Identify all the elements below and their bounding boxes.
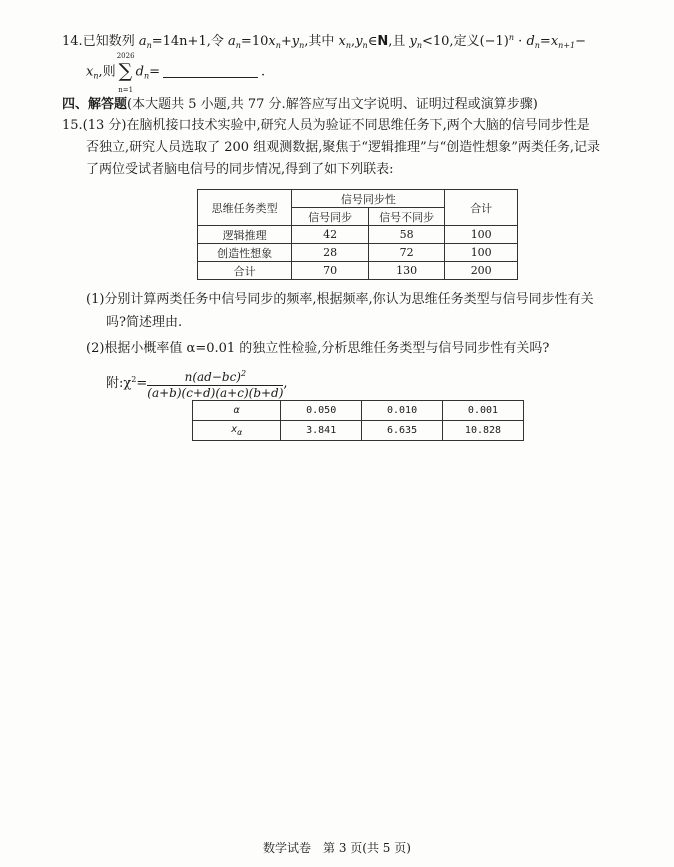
var-a: a bbox=[228, 34, 236, 49]
cell: 0.001 bbox=[442, 401, 523, 421]
sub-n1: n+1 bbox=[558, 41, 576, 50]
sub-n: n bbox=[93, 71, 99, 81]
table-row bbox=[198, 244, 518, 262]
chi-square-fraction bbox=[147, 366, 283, 401]
header-task: 思维任务类型 bbox=[198, 190, 292, 226]
q14-text: <10,定义(−1) bbox=[422, 34, 509, 49]
numerator-text: n(ad−bc) bbox=[184, 370, 241, 384]
equals: = bbox=[136, 376, 148, 391]
var-x: x bbox=[86, 64, 94, 80]
equals: = bbox=[149, 64, 161, 80]
sub-n: n bbox=[146, 41, 152, 50]
q14-text: ,则 bbox=[98, 64, 116, 80]
q15-line1: 15.(13 分)在脑机接口技术实验中,研究人员为验证不同思维任务下,两个大脑的信号同步性是 bbox=[62, 118, 590, 133]
subheader-nosync: 信号不同步 bbox=[368, 208, 445, 226]
comma: , bbox=[283, 376, 288, 391]
header-sync: 信号同步性 bbox=[292, 190, 445, 208]
q14-text: ,其中 bbox=[304, 34, 339, 49]
contingency-table bbox=[197, 189, 518, 280]
q15-part1-line2: 吗?简述理由. bbox=[106, 315, 183, 330]
cell: 200 bbox=[445, 262, 518, 280]
section-title: 四、解答题 bbox=[62, 97, 128, 112]
var-d: d bbox=[135, 64, 144, 80]
minus: − bbox=[575, 34, 587, 49]
element-of: ∈ bbox=[367, 34, 378, 49]
cell: 100 bbox=[445, 244, 518, 262]
q15-line3: 了两位受试者脑电信号的同步情况,得到了如下列联表: bbox=[86, 162, 394, 177]
q14-line1 bbox=[62, 28, 586, 56]
row-label: 合计 bbox=[198, 262, 292, 280]
cell: 130 bbox=[368, 262, 445, 280]
var-x: x bbox=[338, 34, 346, 49]
appendix-label: 附:χ bbox=[106, 376, 132, 391]
table-row bbox=[193, 421, 524, 441]
fraction-denominator: (a+b)(c+d)(a+c)(b+d) bbox=[147, 386, 284, 400]
sup-n: n bbox=[508, 33, 515, 42]
sub-n: n bbox=[235, 41, 241, 50]
fraction-numerator bbox=[147, 366, 283, 386]
cell: 6.635 bbox=[362, 421, 443, 441]
sub-n: n bbox=[299, 41, 305, 50]
var-x: x bbox=[550, 34, 559, 49]
q14-text: ,且 bbox=[388, 34, 410, 49]
sum-lower: n=1 bbox=[118, 86, 134, 94]
var-y: y bbox=[355, 34, 363, 49]
row-label: 创造性想象 bbox=[198, 244, 292, 262]
var-d: d bbox=[526, 34, 535, 49]
dot: · bbox=[514, 34, 527, 49]
var-a: a bbox=[138, 34, 147, 49]
cell: 72 bbox=[368, 244, 445, 262]
row-label: 逻辑推理 bbox=[198, 226, 292, 244]
sub-n: n bbox=[275, 41, 281, 50]
q15-part1-line1: (1)分别计算两类任务中信号同步的频率,根据频率,你认为思维任务类型与信号同步性有关 bbox=[86, 292, 594, 307]
cell: 0.050 bbox=[281, 401, 362, 421]
equals: = bbox=[539, 34, 551, 49]
q14-text: =14n+1,令 bbox=[151, 34, 228, 49]
sub-n: n bbox=[345, 41, 352, 50]
sum-upper: 2026 bbox=[116, 52, 135, 60]
sub-n: n bbox=[534, 41, 540, 50]
answer-blank bbox=[163, 63, 258, 78]
var-x: x bbox=[268, 34, 276, 49]
summation bbox=[116, 52, 136, 94]
q14-line2 bbox=[86, 52, 266, 94]
subheader-sync: 信号同步 bbox=[292, 208, 369, 226]
cell: 42 bbox=[292, 226, 369, 244]
set-N: N bbox=[377, 34, 389, 49]
x-sub: α bbox=[237, 428, 243, 437]
critical-value-table bbox=[192, 400, 524, 441]
cell: 3.841 bbox=[281, 421, 362, 441]
cell: 28 bbox=[292, 244, 369, 262]
page-footer: 数学试卷 第 3 页(共 5 页) bbox=[263, 841, 411, 855]
alpha-label: α bbox=[193, 401, 281, 421]
x-label: x bbox=[231, 424, 238, 435]
header-total: 合计 bbox=[445, 190, 518, 226]
cell: 70 bbox=[292, 262, 369, 280]
q14-text: 已知数列 bbox=[82, 34, 139, 49]
section-heading bbox=[62, 95, 538, 115]
table-row bbox=[193, 401, 524, 421]
sigma-symbol: ∑ bbox=[118, 60, 133, 82]
appendix-formula bbox=[106, 364, 288, 401]
sub-n: n bbox=[416, 41, 422, 50]
cell: 100 bbox=[445, 226, 518, 244]
table-row bbox=[198, 262, 518, 280]
table-row bbox=[198, 226, 518, 244]
x-alpha-label bbox=[193, 421, 281, 441]
q14-number: 14. bbox=[62, 34, 83, 49]
section-desc: (本大题共 5 小题,共 77 分.解答应写出文字说明、证明过程或演算步骤) bbox=[127, 97, 538, 112]
q14-text: =10 bbox=[240, 34, 269, 49]
q15-part2: (2)根据小概率值 α=0.01 的独立性检验,分析思维任务类型与信号同步性有关吗? bbox=[86, 341, 550, 356]
cell: 0.010 bbox=[362, 401, 443, 421]
plus-sign: + bbox=[280, 34, 292, 49]
var-y: y bbox=[291, 34, 300, 49]
q15-line2: 否独立,研究人员选取了 200 组观测数据,聚焦于“逻辑推理”与“创造性想象”两类任务,记录 bbox=[86, 140, 601, 155]
var-y: y bbox=[409, 34, 417, 49]
period: . bbox=[261, 64, 266, 80]
cell: 58 bbox=[368, 226, 445, 244]
cell: 10.828 bbox=[442, 421, 523, 441]
sub-n: n bbox=[362, 41, 368, 50]
sub-n: n bbox=[143, 71, 150, 81]
numerator-sup: 2 bbox=[240, 369, 247, 378]
comma: , bbox=[351, 34, 356, 49]
chi-sup: 2 bbox=[131, 375, 137, 384]
